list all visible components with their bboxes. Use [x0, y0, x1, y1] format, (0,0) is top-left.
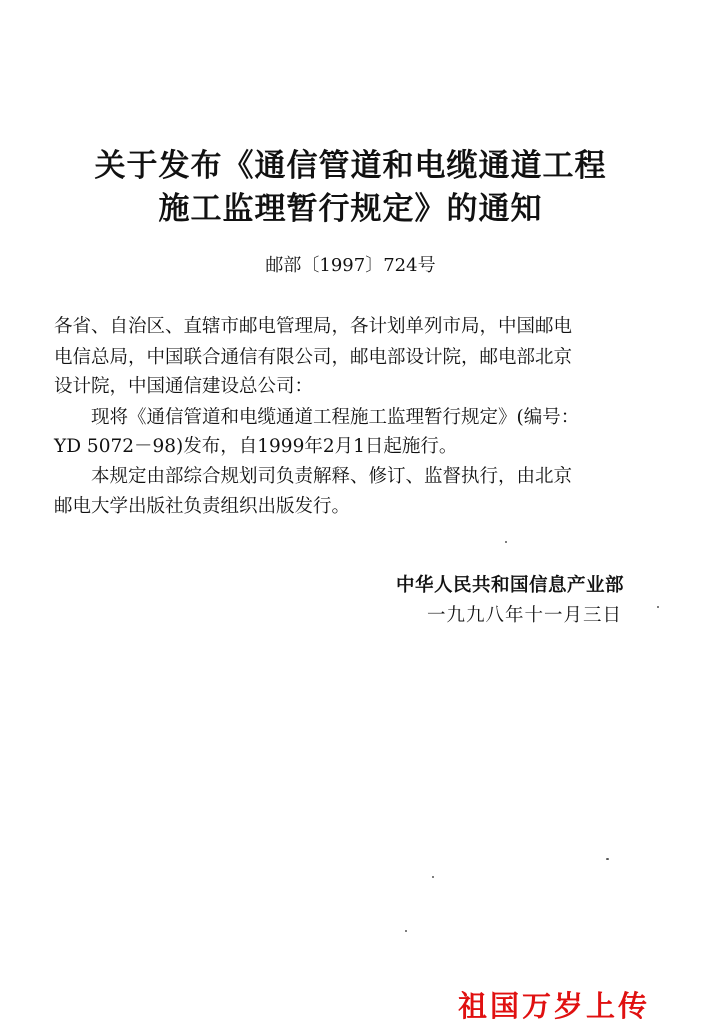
body-line-5: YD 5072－98)发布，自1999年2月1日起施行。: [54, 436, 458, 457]
scan-speck: [606, 858, 609, 860]
title-line-2: 施工监理暂行规定》的通知: [158, 191, 543, 227]
title-line-1: 关于发布《通信管道和电缆通道工程: [94, 148, 607, 184]
scan-speck: [505, 541, 507, 543]
scan-speck: [657, 606, 659, 608]
issuer-name: 中华人民共和国信息产业部: [396, 575, 625, 596]
issue-date: 一九九八年十一月三日: [427, 605, 623, 626]
body-line-6: 本规定由部综合规划司负责解释、修订、监督执行，由北京: [54, 466, 573, 487]
body-line-3: 设计院，中国通信建设总公司：: [54, 376, 314, 397]
scan-speck: [405, 930, 407, 932]
body-line-4: 现将《通信管道和电缆通道工程施工监理暂行规定》(编号：: [54, 407, 580, 428]
upload-watermark: 祖国万岁上传: [458, 989, 651, 1023]
body-line-2: 电信总局，中国联合通信有限公司，邮电部设计院，邮电部北京: [54, 347, 573, 368]
document-number: 邮部〔1997〕724号: [265, 255, 436, 276]
body-line-1: 各省、自治区、直辖市邮电管理局，各计划单列市局，中国邮电: [54, 316, 573, 337]
scan-speck: [432, 876, 434, 878]
body-line-7: 邮电大学出版社负责组织出版发行。: [54, 496, 351, 517]
